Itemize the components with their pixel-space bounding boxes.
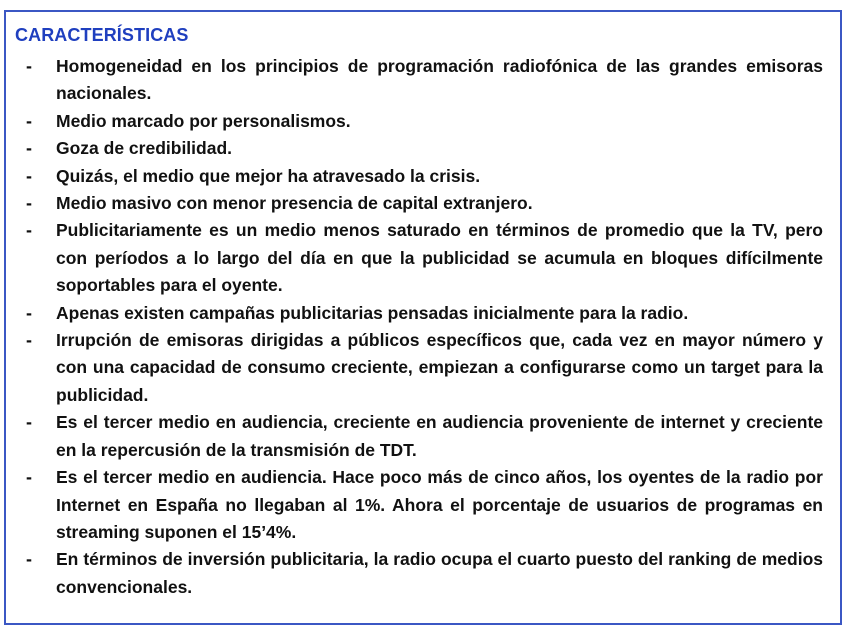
list-item-text: Quizás, el medio que mejor ha atravesado la crisis. xyxy=(56,165,481,186)
list-item xyxy=(26,108,823,135)
list-item-text: Es el tercer medio en audiencia, creciente en audiencia proveniente de internet y creciente en la repercusión de la transmisión de TDT. xyxy=(56,412,823,460)
list-item xyxy=(26,190,823,217)
list-item xyxy=(26,217,823,299)
list-item xyxy=(26,409,823,464)
list-item-text: En términos de inversión publicitaria, la radio ocupa el cuarto puesto del ranking de medios convencionales. xyxy=(56,549,823,597)
bullet-dash: - xyxy=(26,412,32,433)
list-item xyxy=(26,300,823,327)
list-item-text: Medio masivo con menor presencia de capital extranjero. xyxy=(56,193,533,214)
list-item-text: Es el tercer medio en audiencia. Hace poco más de cinco años, los oyentes de la radio por Internet en España no llegaban al 1%. Ahora el porcentaje de usuarios de programas en streaming suponen el 15’4%. xyxy=(56,467,823,542)
list-item-text: Goza de credibilidad. xyxy=(56,138,233,159)
list-item xyxy=(26,327,823,409)
characteristics-box xyxy=(4,10,842,625)
list-item-text: Apenas existen campañas publicitarias pensadas inicialmente para la radio. xyxy=(56,302,689,323)
list-item-text: Medio marcado por personalismos. xyxy=(56,110,351,131)
bullet-dash: - xyxy=(26,138,32,159)
bullet-dash: - xyxy=(26,467,32,488)
list-item xyxy=(26,135,823,162)
list-item xyxy=(26,163,823,190)
bullet-dash: - xyxy=(26,56,32,76)
bullet-dash: - xyxy=(26,110,32,131)
bullet-dash: - xyxy=(26,330,32,351)
bullet-dash: - xyxy=(26,165,32,186)
list-item xyxy=(26,53,823,108)
bullet-dash: - xyxy=(26,549,32,570)
list-item-text: Homogeneidad en los principios de programación radiofónica de las grandes emisoras nacionales. xyxy=(56,56,823,104)
bullet-dash: - xyxy=(26,220,32,241)
bullet-dash: - xyxy=(26,193,32,214)
list-item-text: Publicitariamente es un medio menos saturado en términos de promedio que la TV, pero con períodos a lo largo del día en que la publicidad se acumula en bloques difícilmente soportables para el oyente. xyxy=(56,220,823,296)
section-heading: CARACTERÍSTICAS xyxy=(15,25,189,45)
characteristics-list xyxy=(26,53,823,601)
list-item xyxy=(26,464,823,546)
list-item-text: Irrupción de emisoras dirigidas a públicos específicos que, cada vez en mayor número y con una capacidad de consumo creciente, empiezan a configurarse como un target para la publicidad. xyxy=(56,330,823,405)
list-item xyxy=(26,546,823,601)
bullet-dash: - xyxy=(26,302,32,323)
